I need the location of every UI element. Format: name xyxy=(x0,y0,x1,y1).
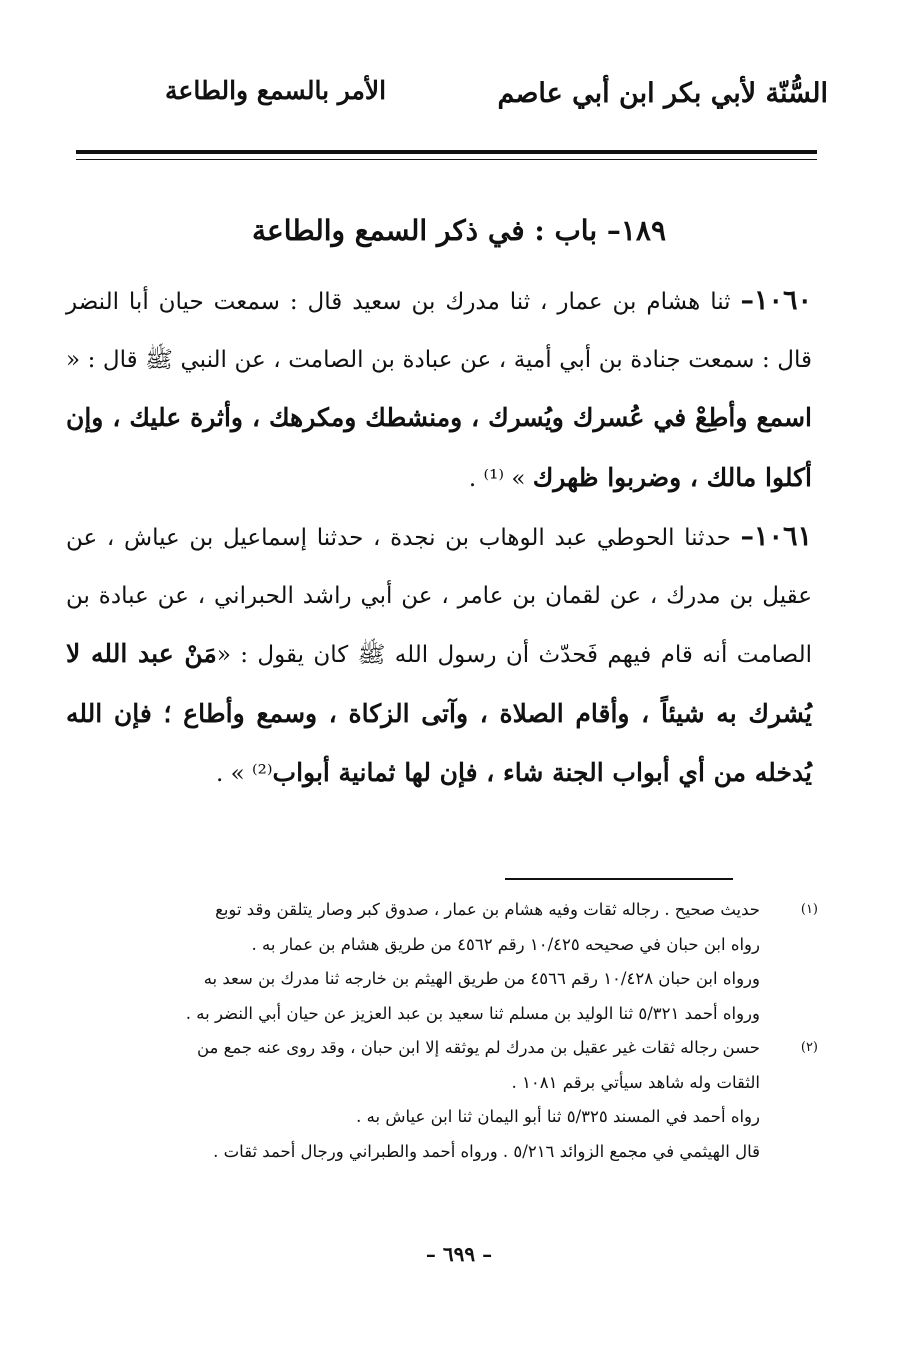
hadith-1061 xyxy=(66,508,812,804)
footnote-line: حسن رجاله ثقات غير عقيل بن مدرك لم يوثقه إلا ابن حبان ، وقد روى عنه جمع من xyxy=(196,1038,760,1057)
hadith-matn: مَنْ عبد الله لا يُشرك به شيئاً ، وأقام الصلاة ، وآتى الزكاة ، وسمع وأطاع ؛ فإن الله يُدخله من أي أبواب الجنة شاء ، فإن لها ثمانية أبواب xyxy=(66,639,812,787)
hadith-1060 xyxy=(66,272,812,508)
footnote-line: حديث صحيح . رجاله ثقات وفيه هشام بن عمار ، صدوق كبر وصار يتلقن وقد توبع xyxy=(215,900,760,919)
footnote-line: رواه أحمد في المسند ٥/٣٢٥ ثنا أبو اليمان ثنا ابن عياش به . xyxy=(356,1107,760,1126)
footnote-mark: (١) xyxy=(800,902,818,917)
footnotes xyxy=(58,893,818,1169)
footnote-line: ورواه أحمد ٥/٣٢١ ثنا الوليد بن مسلم ثنا سعيد بن عبد العزيز عن حيان أبي النضر به . xyxy=(185,1003,760,1023)
footnote-line: رواه ابن حبان في صحيحه ١٠/٤٢٥ رقم ٤٥٦٢ من طريق هشام بن عمار به . xyxy=(251,934,760,954)
footnote-line: ورواه ابن حبان ١٠/٤٢٨ رقم ٤٥٦٦ من طريق الهيثم بن خارجه ثنا مدرك بن سعد به xyxy=(203,969,760,988)
hadith-narration: حدثنا الحوطي عبد الوهاب بن نجدة ، حدثنا إسماعيل بن عياش ، عن عقيل بن مدرك ، عن لقمان بن عامر ، عن أبي راشد الحبراني ، عن عبادة بن الصامت أنه قام فيهم فَحدّث أن رسول الله ﷺ كان يقول : « xyxy=(66,525,812,668)
footnote-2 xyxy=(58,1031,818,1169)
hadith-ending: » ⁽¹⁾ . xyxy=(468,465,533,492)
hadith-number: ١٠٦١– xyxy=(740,521,812,552)
section-title: الأمر بالسمع والطاعة xyxy=(165,76,387,105)
hadith-matn: اسمع وأطِعْ في عُسرك ويُسرك ، ومنشطك ومكرهك ، وأثرة عليك ، وإن أكلوا مالك ، وضربوا ظهرك xyxy=(66,403,812,492)
hadith-body xyxy=(66,272,812,804)
footnote-1 xyxy=(58,893,818,1031)
book-title: السُّنّة لأبي بكر ابن أبي عاصم xyxy=(497,78,828,109)
hadith-narration: ثنا هشام بن عمار ، ثنا مدرك بن سعيد قال : سمعت حيان أبا النضر قال : سمعت جنادة بن أبي أمية ، عن عبادة بن الصامت ، عن النبي ﷺ قال : « xyxy=(66,289,812,373)
header-rule-thin xyxy=(76,159,817,160)
running-header xyxy=(60,72,828,122)
header-rule-thick xyxy=(76,150,817,154)
footnote-mark: (٢) xyxy=(800,1040,818,1055)
footnote-separator xyxy=(505,878,733,880)
hadith-ending: ⁽²⁾ » . xyxy=(216,761,273,787)
hadith-number: ١٠٦٠– xyxy=(740,285,812,316)
page-number: – ٦٩٩ – xyxy=(425,1242,493,1266)
footnote-line: قال الهيثمي في مجمع الزوائد ٥/٢١٦ . ورواه أحمد والطبراني ورجال أحمد ثقات . xyxy=(213,1141,760,1161)
footnote-line: الثقات وله شاهد سيأتي برقم ١٠٨١ . xyxy=(511,1072,760,1092)
chapter-title: ١٨٩– باب : في ذكر السمع والطاعة xyxy=(251,214,667,247)
